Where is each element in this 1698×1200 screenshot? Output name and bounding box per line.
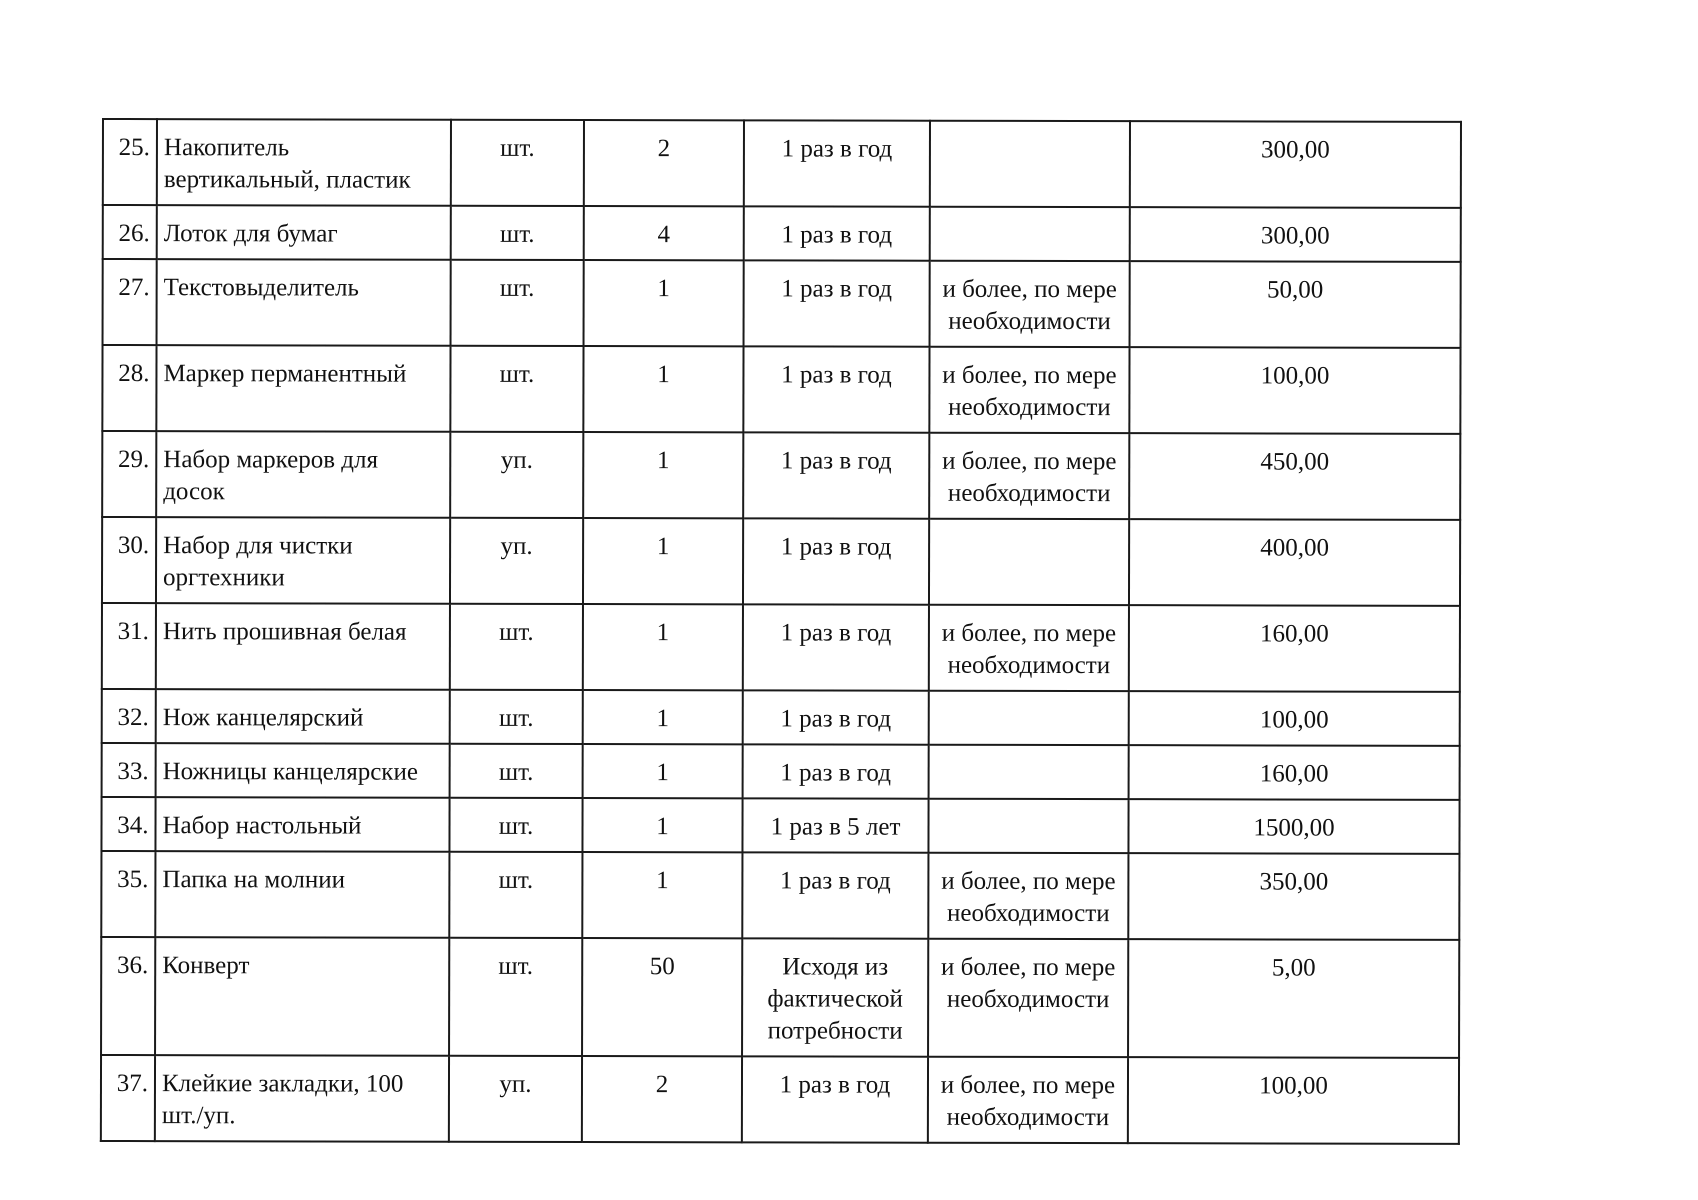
row-number-cell bbox=[103, 205, 157, 259]
quantity: 1 bbox=[656, 867, 669, 895]
item-name-line: Нить прошивная белая bbox=[162, 618, 407, 646]
item-name-line: Папка на молнии bbox=[162, 866, 346, 894]
unit: уп. bbox=[499, 1070, 532, 1098]
unit: шт. bbox=[499, 618, 534, 646]
replacement-period-cell bbox=[742, 1056, 928, 1142]
row-number-cell bbox=[101, 851, 155, 937]
note-cell bbox=[928, 939, 1128, 1057]
item-name-line: Конверт bbox=[162, 952, 250, 980]
item-name-cell bbox=[156, 517, 450, 604]
replacement-period-line: фактической bbox=[767, 985, 903, 1013]
note-line: и более, по мере bbox=[941, 867, 1116, 896]
unit: шт. bbox=[498, 812, 534, 840]
price: 160,00 bbox=[1259, 760, 1329, 788]
table-row bbox=[102, 431, 1460, 520]
note-line: и более, по мере bbox=[942, 361, 1117, 390]
item-name-cell bbox=[157, 259, 451, 346]
price-cell bbox=[1130, 207, 1461, 262]
table-row bbox=[103, 119, 1461, 208]
unit-cell bbox=[450, 690, 583, 744]
quantity-cell bbox=[583, 518, 743, 604]
price: 450,00 bbox=[1260, 448, 1330, 476]
replacement-period-cell bbox=[743, 432, 929, 518]
table-body bbox=[101, 119, 1461, 1144]
unit: уп. bbox=[500, 446, 533, 474]
row-number: 26. bbox=[118, 220, 150, 248]
item-name-line: Лоток для бумаг bbox=[163, 220, 338, 248]
note-cell bbox=[928, 853, 1128, 939]
unit-cell bbox=[450, 744, 583, 798]
table-row bbox=[101, 1055, 1459, 1144]
replacement-period-cell bbox=[744, 120, 930, 206]
unit-cell bbox=[451, 206, 584, 260]
unit: шт. bbox=[499, 220, 535, 248]
row-number: 37. bbox=[116, 1070, 149, 1098]
row-number: 29. bbox=[118, 446, 150, 474]
row-number-cell bbox=[102, 689, 156, 743]
row-number: 34. bbox=[117, 812, 149, 840]
item-name-line: Нож канцелярский bbox=[162, 704, 364, 732]
note-cell bbox=[929, 519, 1129, 605]
replacement-period-line: 1 раз в год bbox=[780, 619, 892, 647]
item-name-cell bbox=[156, 345, 450, 432]
replacement-period-line: 1 раз в год bbox=[780, 447, 892, 475]
unit-cell bbox=[450, 518, 583, 604]
item-name-cell bbox=[156, 603, 450, 690]
replacement-period-line: 1 раз в год bbox=[780, 759, 891, 787]
quantity-cell bbox=[583, 744, 743, 798]
quantity: 1 bbox=[657, 447, 670, 475]
note-line: необходимости bbox=[946, 1103, 1110, 1132]
note-line: и более, по мере bbox=[941, 953, 1116, 982]
price-cell bbox=[1128, 939, 1459, 1058]
note-line: и более, по мере bbox=[942, 275, 1117, 304]
unit-cell bbox=[449, 852, 582, 938]
price-cell bbox=[1128, 853, 1459, 940]
price-cell bbox=[1129, 745, 1460, 800]
price: 1500,00 bbox=[1253, 814, 1335, 842]
replacement-period-line: 1 раз в год bbox=[780, 705, 892, 733]
row-number: 28. bbox=[118, 360, 150, 388]
quantity: 1 bbox=[657, 361, 670, 389]
quantity: 1 bbox=[656, 533, 670, 561]
row-number: 32. bbox=[117, 704, 149, 732]
item-name-cell bbox=[156, 689, 450, 744]
unit: шт. bbox=[498, 952, 534, 980]
replacement-period-cell bbox=[742, 798, 928, 852]
price: 100,00 bbox=[1260, 362, 1330, 390]
price-cell bbox=[1129, 347, 1460, 434]
item-name-line: Клейкие закладки, 100 bbox=[161, 1070, 404, 1098]
quantity-cell bbox=[582, 798, 742, 852]
price: 300,00 bbox=[1261, 136, 1330, 164]
price: 400,00 bbox=[1260, 534, 1330, 562]
note-cell bbox=[929, 433, 1129, 519]
row-number-cell bbox=[103, 119, 157, 205]
item-name-cell bbox=[156, 743, 450, 798]
item-name-line: шт./уп. bbox=[161, 1102, 236, 1130]
item-name-cell bbox=[155, 797, 449, 852]
replacement-period-cell bbox=[744, 260, 930, 346]
unit: шт. bbox=[498, 866, 534, 894]
row-number-cell bbox=[102, 345, 156, 431]
quantity: 2 bbox=[657, 135, 671, 163]
note-cell bbox=[929, 691, 1129, 745]
price-cell bbox=[1128, 799, 1459, 854]
quantity: 1 bbox=[656, 705, 670, 733]
item-name-cell bbox=[155, 937, 449, 1056]
replacement-period-line: 1 раз в год bbox=[781, 361, 892, 389]
price: 300,00 bbox=[1260, 222, 1330, 250]
row-number: 25. bbox=[118, 134, 150, 162]
price-cell bbox=[1128, 1057, 1459, 1144]
unit: шт. bbox=[499, 360, 535, 388]
item-name-line: Набор для чистки bbox=[163, 532, 353, 560]
note-cell bbox=[930, 121, 1130, 207]
item-name-line: Набор маркеров для bbox=[163, 446, 379, 474]
unit-cell bbox=[449, 938, 582, 1056]
item-name-cell bbox=[157, 119, 451, 206]
unit: шт. bbox=[500, 134, 535, 162]
price: 100,00 bbox=[1259, 706, 1329, 734]
quantity-cell bbox=[583, 346, 743, 432]
replacement-period-line: 1 раз в год bbox=[781, 275, 892, 303]
item-name-cell bbox=[157, 205, 451, 260]
price-cell bbox=[1129, 691, 1460, 746]
unit-cell bbox=[451, 260, 584, 346]
note-line: и более, по мере bbox=[942, 447, 1117, 476]
quantity-cell bbox=[583, 690, 743, 744]
replacement-period-cell bbox=[743, 744, 929, 798]
quantity-cell bbox=[582, 852, 742, 938]
quantity-cell bbox=[583, 432, 743, 518]
quantity-cell bbox=[582, 1056, 742, 1142]
table-row bbox=[102, 743, 1460, 800]
unit-cell bbox=[449, 798, 582, 852]
row-number-cell bbox=[103, 259, 157, 345]
item-name-line: Набор настольный bbox=[162, 812, 362, 840]
unit: уп. bbox=[500, 532, 533, 560]
row-number: 31. bbox=[117, 618, 149, 646]
item-name-cell bbox=[155, 851, 449, 938]
quantity: 4 bbox=[657, 221, 671, 249]
price-cell bbox=[1129, 519, 1460, 606]
note-line: необходимости bbox=[946, 985, 1110, 1014]
replacement-period-line: 1 раз в год bbox=[781, 221, 893, 249]
unit-cell bbox=[449, 1056, 582, 1142]
price: 50,00 bbox=[1266, 276, 1324, 304]
row-number: 27. bbox=[118, 274, 150, 302]
replacement-period-cell bbox=[743, 518, 929, 604]
row-number-cell bbox=[102, 431, 156, 517]
note-cell bbox=[930, 207, 1130, 261]
replacement-period-cell bbox=[743, 346, 929, 432]
replacement-period-cell bbox=[744, 206, 930, 260]
quantity: 1 bbox=[656, 759, 669, 787]
note-line: и более, по мере bbox=[940, 1071, 1116, 1100]
price: 350,00 bbox=[1259, 868, 1329, 896]
note-cell bbox=[930, 261, 1130, 347]
row-number: 36. bbox=[116, 952, 149, 980]
replacement-period-cell bbox=[742, 938, 928, 1056]
replacement-period-line: 1 раз в год bbox=[780, 867, 891, 895]
replacement-period-line: 1 раз в год bbox=[779, 1071, 891, 1099]
row-number-cell bbox=[101, 937, 155, 1055]
note-line: необходимости bbox=[947, 651, 1111, 680]
table-row bbox=[102, 689, 1460, 746]
row-number-cell bbox=[102, 743, 156, 797]
item-name-line: Текстовыделитель bbox=[163, 274, 359, 302]
quantity: 1 bbox=[657, 275, 670, 303]
row-number-cell bbox=[101, 1055, 155, 1141]
price-cell bbox=[1129, 433, 1460, 520]
table-row bbox=[101, 937, 1459, 1058]
replacement-period-line: 1 раз в год bbox=[781, 135, 893, 163]
note-line: и более, по мере bbox=[941, 619, 1117, 648]
quantity: 2 bbox=[655, 1071, 669, 1099]
row-number: 35. bbox=[117, 866, 149, 894]
quantity: 1 bbox=[656, 813, 669, 841]
note-line: необходимости bbox=[948, 307, 1111, 336]
unit: шт. bbox=[498, 704, 534, 732]
unit-cell bbox=[451, 120, 584, 206]
row-number-cell bbox=[101, 797, 155, 851]
item-name-line: оргтехники bbox=[163, 564, 285, 592]
item-name-line: вертикальный, пластик bbox=[163, 166, 411, 194]
unit: шт. bbox=[498, 758, 534, 786]
replacement-period-cell bbox=[743, 604, 929, 690]
quantity: 1 bbox=[656, 619, 670, 647]
note-cell bbox=[928, 1057, 1128, 1143]
replacement-period-line: Исходя из bbox=[782, 953, 889, 981]
note-cell bbox=[929, 347, 1129, 433]
unit-cell bbox=[450, 604, 583, 690]
quantity-cell bbox=[584, 260, 744, 346]
replacement-period-cell bbox=[742, 852, 928, 938]
table-row bbox=[103, 259, 1461, 348]
price: 5,00 bbox=[1271, 954, 1316, 982]
item-name-line: Накопитель bbox=[163, 134, 290, 162]
item-name-cell bbox=[155, 1055, 449, 1142]
note-line: необходимости bbox=[947, 479, 1111, 508]
note-cell bbox=[929, 745, 1129, 799]
supplies-table bbox=[100, 118, 1462, 1145]
table-row bbox=[101, 851, 1459, 940]
replacement-period-cell bbox=[743, 690, 929, 744]
row-number-cell bbox=[102, 603, 156, 689]
quantity-cell bbox=[584, 206, 744, 260]
row-number: 33. bbox=[117, 758, 149, 786]
item-name-line: досок bbox=[163, 478, 225, 506]
unit-cell bbox=[450, 432, 583, 518]
unit: шт. bbox=[499, 274, 535, 302]
quantity-cell bbox=[583, 604, 743, 690]
quantity-cell bbox=[584, 120, 744, 206]
replacement-period-line: 1 раз в год bbox=[780, 533, 892, 561]
row-number: 30. bbox=[117, 532, 150, 560]
price-cell bbox=[1130, 121, 1461, 208]
note-line: необходимости bbox=[948, 393, 1111, 422]
item-name-cell bbox=[156, 431, 450, 518]
table-row bbox=[102, 345, 1460, 434]
price-cell bbox=[1130, 261, 1461, 348]
unit-cell bbox=[450, 346, 583, 432]
note-cell bbox=[928, 799, 1128, 853]
table-row bbox=[103, 205, 1461, 262]
note-line: необходимости bbox=[947, 899, 1110, 928]
price: 100,00 bbox=[1259, 1072, 1328, 1100]
replacement-period-line: 1 раз в 5 лет bbox=[770, 813, 901, 841]
price: 160,00 bbox=[1260, 620, 1329, 648]
table-row bbox=[102, 603, 1460, 692]
item-name-line: Маркер перманентный bbox=[163, 360, 407, 388]
table-row bbox=[101, 797, 1459, 854]
quantity-cell bbox=[582, 938, 742, 1056]
replacement-period-line: потребности bbox=[767, 1017, 903, 1045]
price-cell bbox=[1129, 605, 1460, 692]
quantity: 50 bbox=[649, 953, 675, 981]
note-cell bbox=[929, 605, 1129, 691]
row-number-cell bbox=[102, 517, 156, 603]
item-name-line: Ножницы канцелярские bbox=[162, 758, 418, 786]
table-row bbox=[102, 517, 1460, 606]
